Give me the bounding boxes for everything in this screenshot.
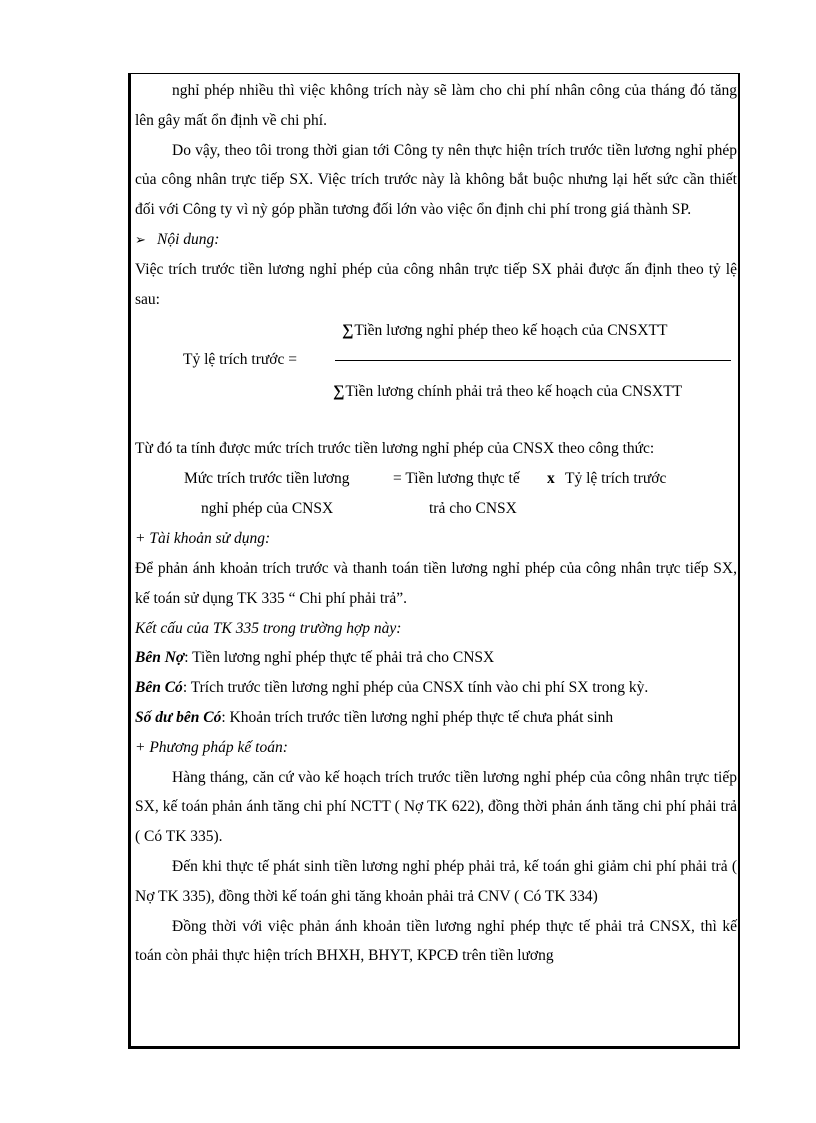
amount-formula (135, 464, 737, 524)
formula-numerator (342, 316, 667, 346)
paragraph-3: Việc trích trước tiền lương nghỉ phép của công nhân trực tiếp SX phải được ấn định theo tỷ lệ sau: (135, 260, 737, 308)
heading-noi-dung-text: Nội dung: (157, 230, 220, 248)
formula-label: Tỷ lệ trích trước = (183, 351, 297, 369)
so-du-label: Số dư bên Có (135, 708, 222, 726)
ben-no-line (135, 643, 737, 673)
so-du-text: : Khoản trích trước tiền lương nghỉ phép thực tế chưa phát sinh (221, 708, 614, 726)
ben-co-line (135, 673, 737, 703)
so-du-line (135, 703, 737, 733)
spacer (135, 406, 737, 434)
paragraph-8: Đồng thời với việc phản ánh khoản tiền lương nghỉ phép thực tế phải trả CNSX, thì kế toán còn phải thực hiện trích BHXH, BHYT, KPCĐ trên tiền lương (135, 917, 737, 965)
formula-equals-part: = Tiền lương thực tế (393, 470, 520, 488)
rate-formula (135, 314, 737, 406)
paragraph-7: Đến khi thực tế phát sinh tiền lương nghỉ phép phải trả, kế toán ghi giảm chi phí phải trả ( Nợ TK 335), đồng thời kế toán ghi tăng khoản phải trả CNV ( Có TK 334) (135, 857, 737, 905)
numerator-text: Tiền lương nghỉ phép theo kế hoạch của CNSXTT (354, 322, 668, 340)
paragraph-2: Do vậy, theo tôi trong thời gian tới Công ty nên thực hiện trích trước tiền lương nghỉ phép của công nhân trực tiếp SX. Việc trích trước này là không bắt buộc nhưng lại hết sức cần thiết đối với Công ty vì nỳ góp phần tương đối lớn vào việc ổn định chi phí trong giá thành SP. (135, 141, 737, 219)
formula-left-line1: Mức trích trước tiền lương (184, 470, 350, 488)
heading-phuong-phap: + Phương pháp kế toán: (135, 738, 288, 756)
arrow-bullet-icon: ➢ (135, 231, 146, 247)
formula-denominator (333, 377, 682, 407)
paragraph-5: Để phản ánh khoản trích trước và thanh toán tiền lương nghỉ phép của công nhân trực tiếp SX, kế toán sử dụng TK 335 “ Chi phí phải trả”. (135, 559, 737, 607)
formula-paid-to: trả cho CNSX (429, 500, 517, 518)
denominator-text: Tiền lương chính phải trả theo kế hoạch của CNSXTT (345, 383, 683, 401)
document-body (135, 76, 737, 971)
ben-no-text: : Tiền lương nghỉ phép thực tế phải trả cho CNSX (184, 649, 495, 667)
ben-co-label: Bên Có (135, 679, 183, 697)
paragraph-6: Hàng tháng, căn cứ vào kế hoạch trích trước tiền lương nghỉ phép của công nhân trực tiếp SX, kế toán phản ánh tăng chi phí NCTT ( Nợ TK 622), đồng thời phản ánh tăng chi phí phải trả ( Có TK 335). (135, 768, 737, 846)
ben-co-text: : Trích trước tiền lương nghỉ phép của CNSX tính vào chi phí SX trong kỳ. (182, 679, 649, 697)
heading-tai-khoan: + Tài khoản sử dụng: (135, 530, 271, 548)
paragraph-4: Từ đó ta tính được mức trích trước tiền lương nghỉ phép của CNSX theo công thức: (135, 440, 655, 458)
sigma-symbol: ∑ (342, 322, 354, 340)
heading-ket-cau: Kết cấu của TK 335 trong trường hợp này: (135, 619, 402, 637)
heading-noi-dung (135, 225, 737, 255)
formula-rate-part: Tỷ lệ trích trước (565, 470, 667, 488)
formula-left-line2: nghỉ phép của CNSX (201, 500, 334, 518)
paragraph-1: nghỉ phép nhiều thì việc không trích này sẽ làm cho chi phí nhân công của tháng đó tăng lên gây mất ổn định về chi phí. (135, 82, 737, 129)
ben-no-label: Bên Nợ (135, 649, 185, 667)
sigma-symbol: ∑ (333, 383, 345, 401)
times-symbol: x (547, 470, 555, 488)
fraction-bar (335, 360, 731, 361)
